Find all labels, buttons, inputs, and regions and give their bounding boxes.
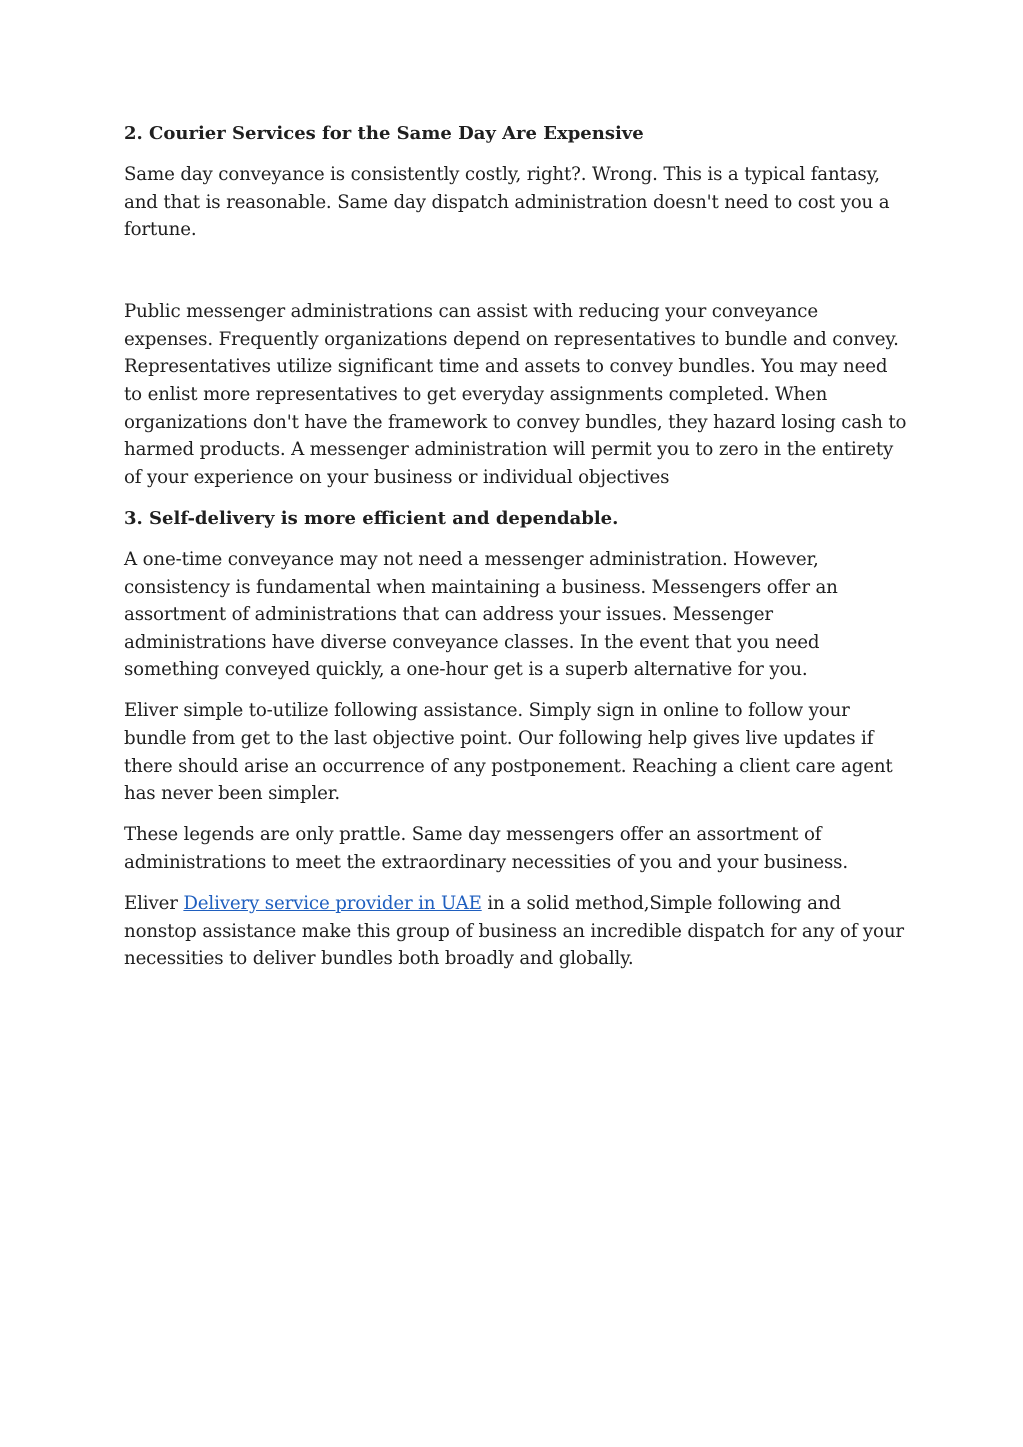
paragraph-4-prefix: Eliver (124, 892, 184, 914)
document-page (124, 120, 910, 986)
paragraph-spacer (124, 257, 910, 298)
delivery-service-link[interactable]: Delivery service provider in UAE (183, 892, 482, 914)
section-2-paragraph-1: Same day conveyance is consistently costly, right?. Wrong. This is a typical fantasy, and that is reasonable. Same day dispatch administration doesn't need to cost you a fortune. (124, 164, 890, 241)
section-3-paragraph-2: Eliver simple to-utilize following assistance. Simply sign in online to follow your bundle from get to the last objective point. Our following help gives live updates if there should arise an occurrence of any postponement. Reaching a client care agent has never been simpler. (124, 700, 893, 805)
section-3-paragraph-3: These legends are only prattle. Same day messengers offer an assortment of administrations to meet the extraordinary necessities of you and your business. (124, 824, 848, 873)
section-3-paragraph-4 (124, 890, 910, 973)
section-3-paragraph-1: A one-time conveyance may not need a messenger administration. However, consistency is fundamental when maintaining a business. Messengers offer an assortment of administrations that can address your issues. Messenger administrations have diverse conveyance classes. In the event that you need something conveyed quickly, a one-hour get is a superb alternative for you. (124, 548, 838, 681)
section-2-heading: 2. Courier Services for the Same Day Are Expensive (124, 123, 644, 144)
section-2-paragraph-2: Public messenger administrations can assist with reducing your conveyance expenses. Frequently organizations depend on representatives to bundle and convey. Representatives utilize significant time and assets to convey bundles. You may need to enlist more representatives to get everyday assignments completed. When organizations don't have the framework to convey bundles, they hazard losing cash to harmed products. A messenger administration will permit you to zero in the entirety of your experience on your business or individual objectives (124, 301, 907, 488)
section-3-heading: 3. Self-delivery is more efficient and dependable. (124, 507, 619, 529)
paragraph-4-suffix: in a solid method,Simple following and nonstop assistance make this group of business an incredible dispatch for any of your necessities to deliver bundles both broadly and globally. (124, 892, 904, 970)
